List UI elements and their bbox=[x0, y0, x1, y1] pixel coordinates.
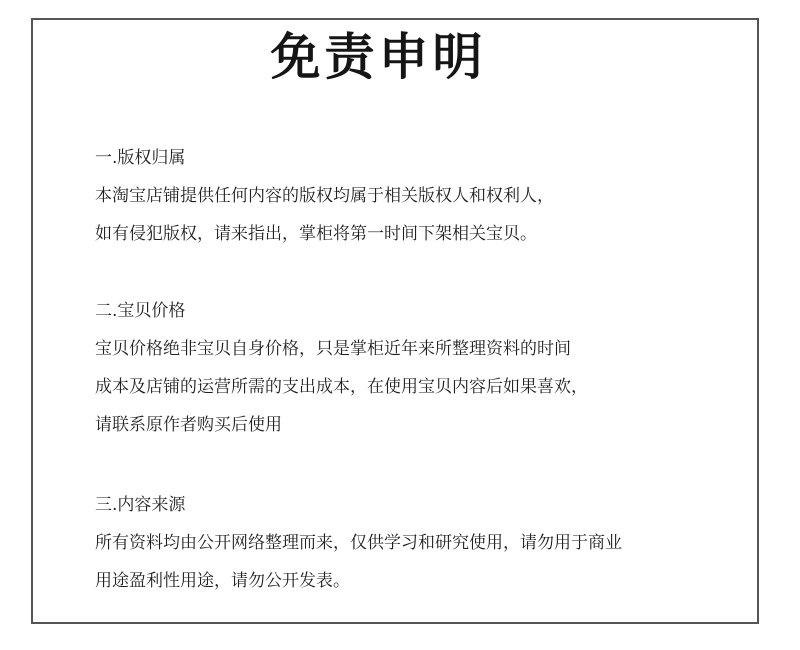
section-line: 成本及店铺的运营所需的支出成本，在使用宝贝内容后如果喜欢， bbox=[95, 377, 588, 397]
section-heading: 三.内容来源 bbox=[95, 495, 186, 515]
section-source bbox=[95, 486, 622, 600]
section-line: 用途盈利性用途，请勿公开发表。 bbox=[95, 571, 350, 591]
section-line: 请联系原作者购买后使用 bbox=[95, 415, 282, 435]
section-copyright bbox=[95, 139, 554, 253]
section-line: 如有侵犯版权，请来指出，掌柜将第一时间下架相关宝贝。 bbox=[95, 224, 537, 244]
section-line: 所有资料均由公开网络整理而来，仅供学习和研究使用，请勿用于商业 bbox=[95, 533, 622, 553]
section-price bbox=[95, 292, 588, 444]
section-heading: 二.宝贝价格 bbox=[95, 301, 186, 321]
section-line: 本淘宝店铺提供任何内容的版权均属于相关版权人和权利人， bbox=[95, 186, 554, 206]
section-line: 宝贝价格绝非宝贝自身价格，只是掌柜近年来所整理资料的时间 bbox=[95, 339, 571, 359]
page-title: 免责申明 bbox=[270, 28, 487, 86]
section-heading: 一.版权归属 bbox=[95, 148, 186, 168]
